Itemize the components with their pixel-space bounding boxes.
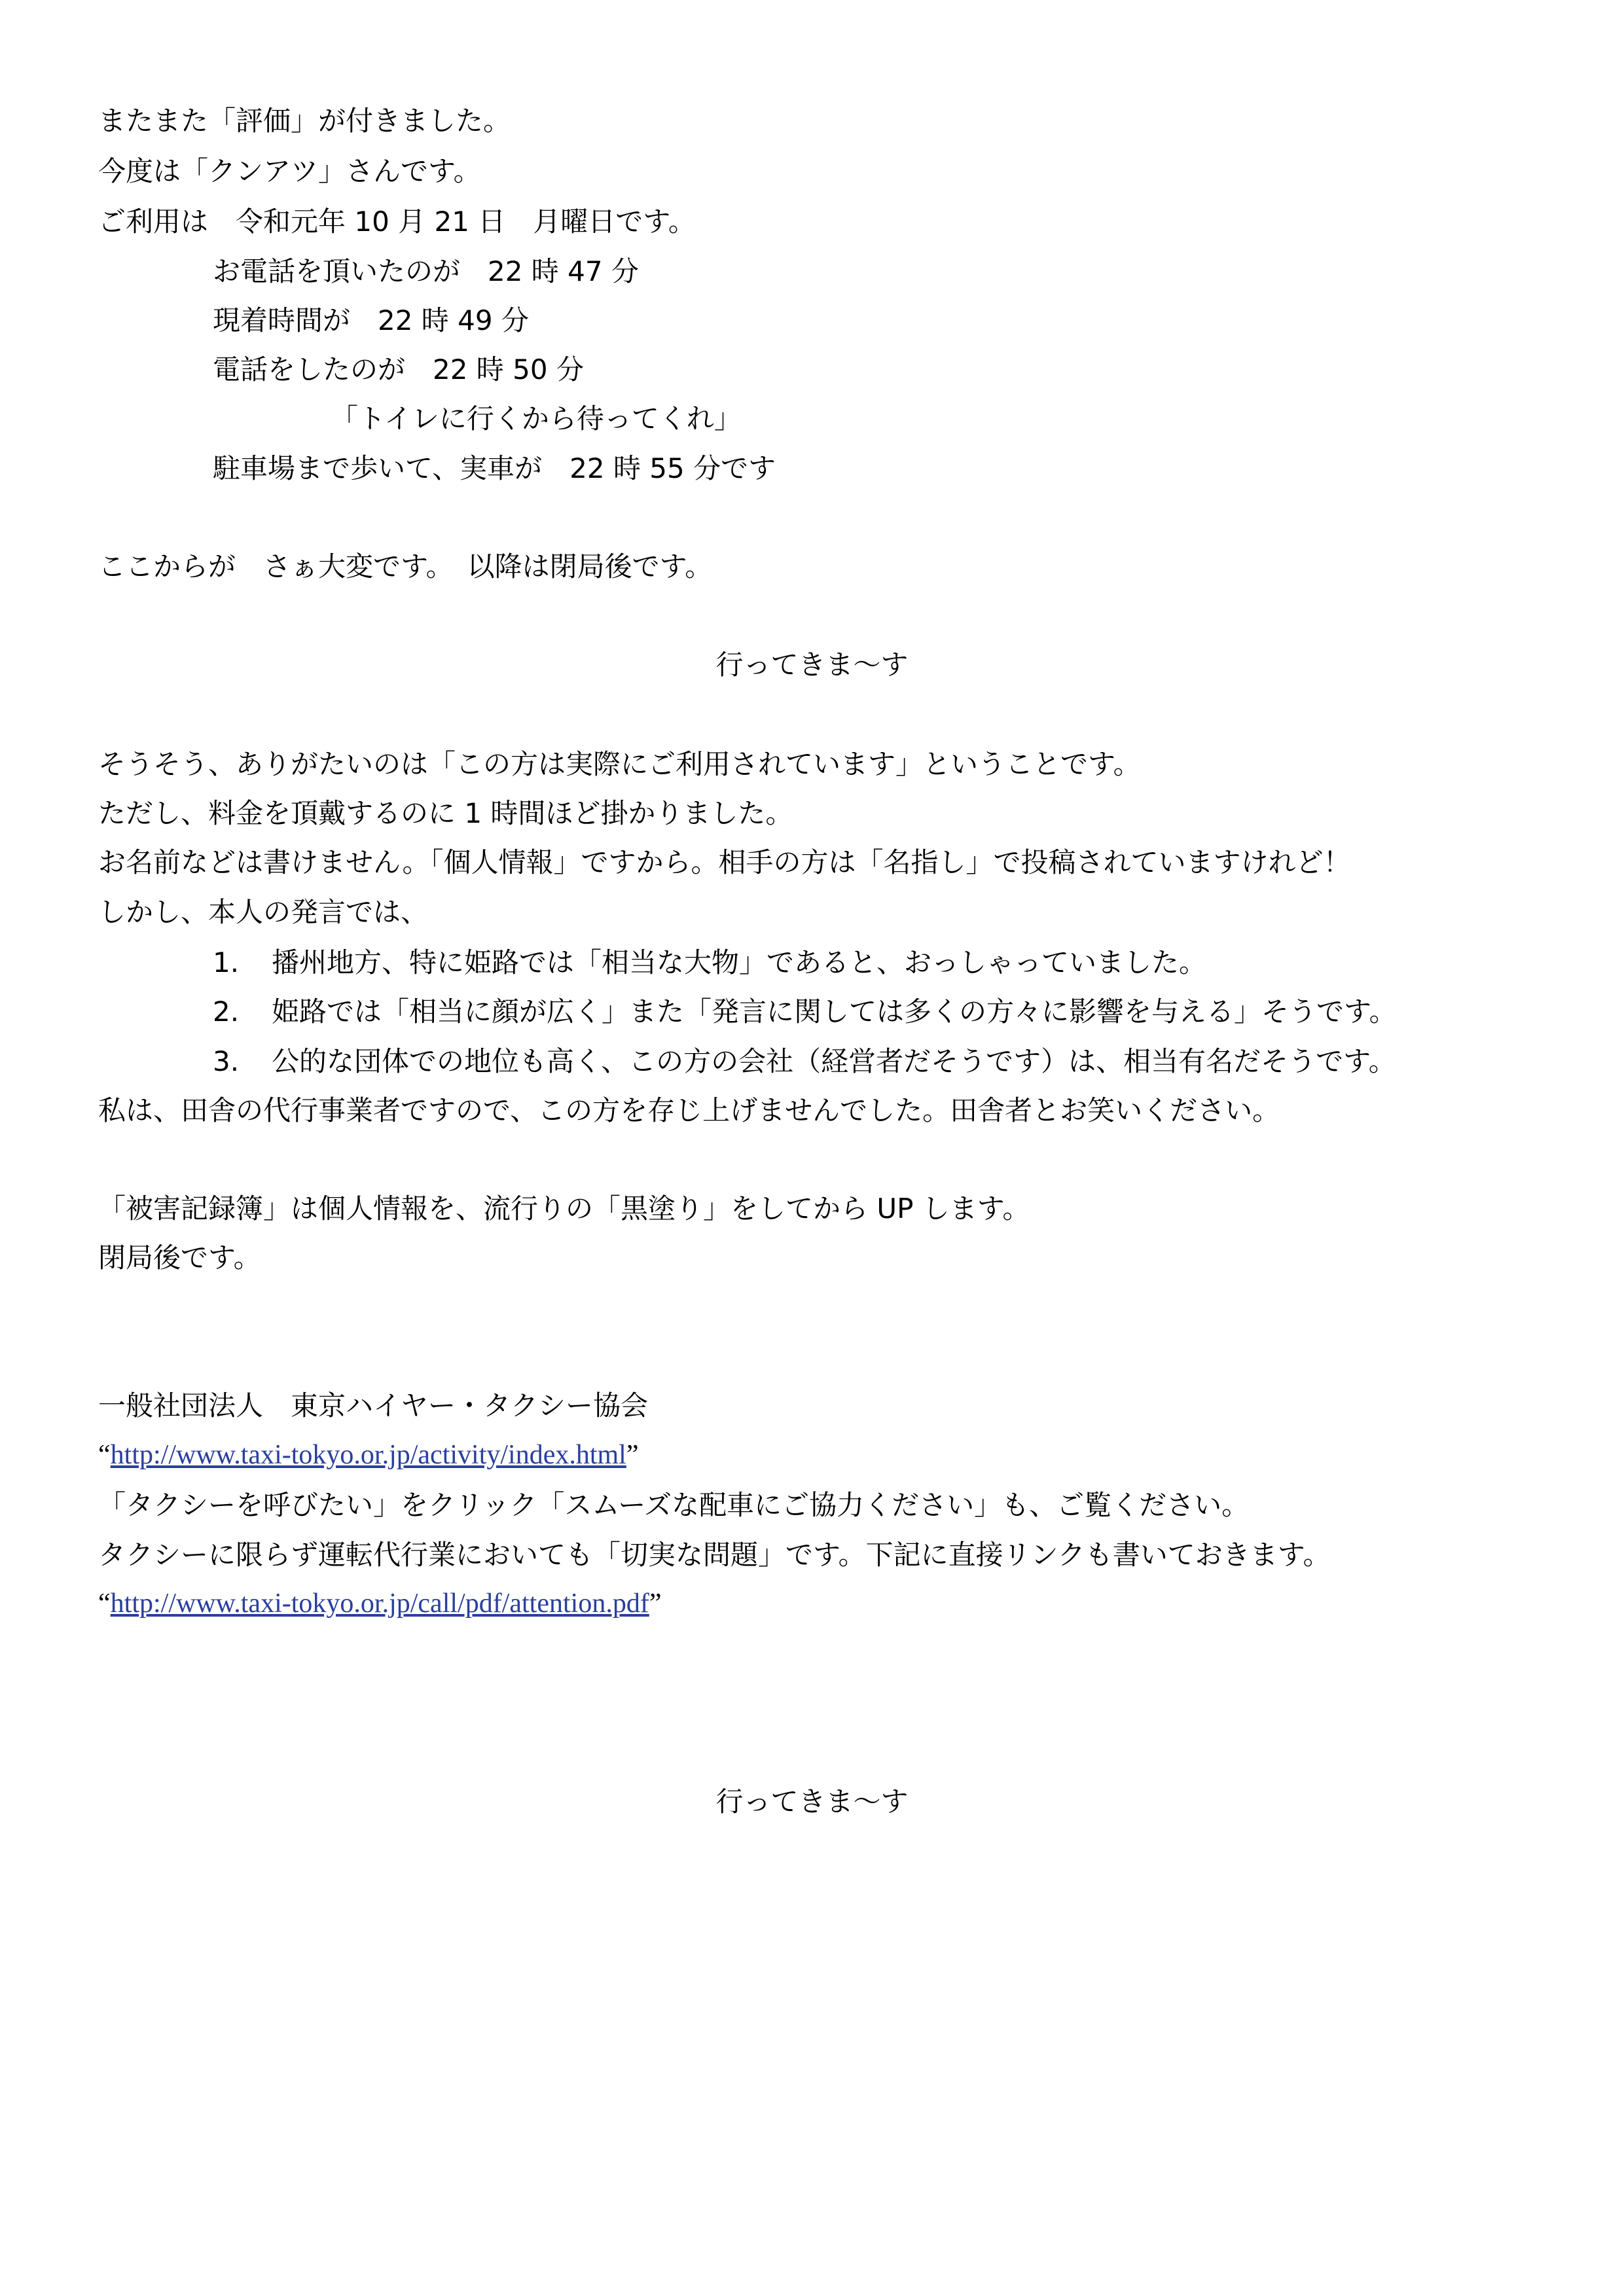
list-item bbox=[213, 994, 1397, 1030]
association-note: タクシーに限らず運転代行業においても「切実な問題」です。下記に直接リンクも書いておきます。 bbox=[98, 1539, 1331, 1571]
association-name: 一般社団法人 東京ハイヤー・タクシー協会 bbox=[98, 1390, 649, 1422]
list-item bbox=[213, 1043, 1396, 1080]
timeline-arrival: 現着時間が 22 時 49 分 bbox=[213, 304, 529, 336]
association-url-line-1: “http://www.taxi-tokyo.or.jp/activity/index.html” bbox=[98, 1440, 639, 1470]
body-paragraph-4: しかし、本人の発言では、 bbox=[98, 896, 429, 928]
body-paragraph-3: お名前などは書けません。「個人情報」ですから。相手の方は「名指し」で投稿されていますけれど！ bbox=[98, 846, 1351, 878]
trouble-line: ここからが さぁ大変です。 以降は閉局後です。 bbox=[98, 550, 713, 583]
list-item-number: 3. bbox=[213, 1045, 240, 1077]
list-item bbox=[213, 944, 1206, 981]
intro-line-3: ご利用は 令和元年 10 月 21 日 月曜日です。 bbox=[98, 206, 696, 238]
send-off-heading-2: 行ってきま～す bbox=[715, 1785, 909, 1818]
association-instruction: 「タクシーを呼びたい」をクリック「スムーズな配車にご協力ください」も、ご覧ください。 bbox=[98, 1489, 1250, 1521]
association-url-line-2: “http://www.taxi-tokyo.or.jp/call/pdf/attention.pdf” bbox=[98, 1588, 662, 1619]
list-item-text: 播州地方、特に姫路では「相当な大物」であると、おっしゃっていました。 bbox=[272, 946, 1207, 978]
timeline-depart: 駐車場まで歩いて、実車が 22 時 55 分です bbox=[213, 452, 776, 484]
timeline-phoned: 電話をしたのが 22 時 50 分 bbox=[213, 353, 584, 386]
list-item-number: 2. bbox=[213, 996, 240, 1028]
association-link-activity[interactable]: http://www.taxi-tokyo.or.jp/activity/index.html bbox=[110, 1440, 626, 1470]
timeline-call: お電話を頂いたのが 22 時 47 分 bbox=[213, 255, 639, 287]
body-paragraph-2: ただし、料金を頂戴するのに 1 時間ほど掛かりました。 bbox=[98, 797, 793, 829]
list-item-text: 姫路では「相当に顔が広く」また「発言に関しては多くの方々に影響を与える」そうです。 bbox=[272, 996, 1397, 1028]
record-line-2: 閉局後です。 bbox=[98, 1242, 261, 1274]
send-off-heading-1: 行ってきま～す bbox=[715, 649, 909, 681]
intro-line-1: またまた「評価」が付きました。 bbox=[98, 105, 511, 137]
body-paragraph-1: そうそう、ありがたいのは「この方は実際にご利用されています」ということです。 bbox=[98, 748, 1141, 780]
list-item-number: 1. bbox=[213, 946, 240, 978]
timeline-quote: 「トイレに行くから待ってくれ」 bbox=[331, 403, 742, 435]
record-line-1: 「被害記録簿」は個人情報を、流行りの「黒塗り」をしてから UP します。 bbox=[98, 1193, 1030, 1225]
list-item-text: 公的な団体での地位も高く、この方の会社（経営者だそうです）は、相当有名だそうです。 bbox=[272, 1045, 1396, 1077]
closing-line: 私は、田舎の代行事業者ですので、この方を存じ上げませんでした。田舎者とお笑いください。 bbox=[98, 1094, 1280, 1126]
intro-line-2: 今度は「クンアツ」さんです。 bbox=[98, 155, 481, 187]
association-link-attention-pdf[interactable]: http://www.taxi-tokyo.or.jp/call/pdf/attention.pdf bbox=[110, 1588, 649, 1619]
